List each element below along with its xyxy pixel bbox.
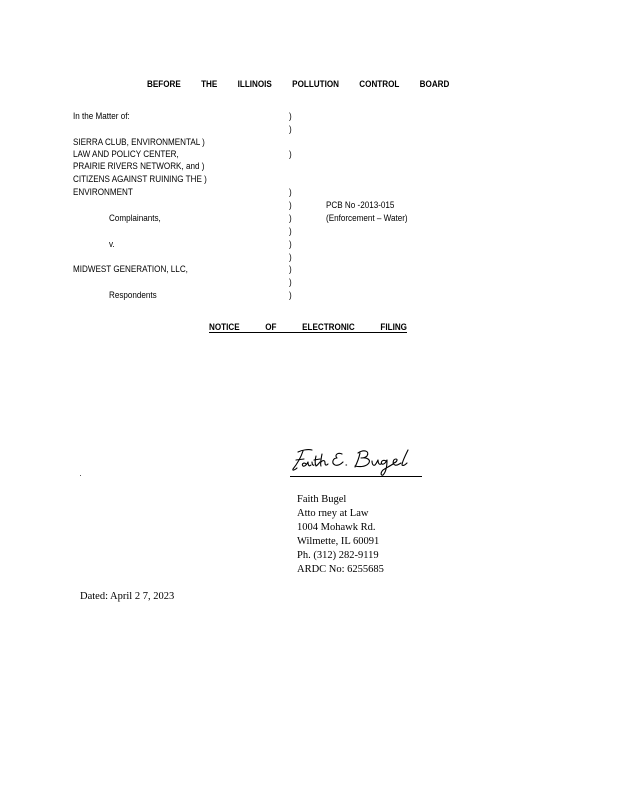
- title-word: ELECTRONIC: [302, 322, 355, 332]
- header-word: CONTROL: [359, 79, 400, 89]
- paren: ): [289, 111, 292, 121]
- paren: ): [289, 252, 292, 262]
- board-header: [147, 79, 449, 89]
- paren: ): [289, 290, 292, 300]
- title-word: FILING: [380, 322, 407, 332]
- paren: ): [289, 239, 292, 249]
- title-word: OF: [265, 322, 277, 332]
- complainants-label: Complainants,: [109, 213, 161, 223]
- case-type: (Enforcement – Water): [326, 213, 408, 223]
- header-word: THE: [201, 79, 218, 89]
- respondents-label: Respondents: [109, 290, 157, 300]
- complainant-line: CITIZENS AGAINST RUINING THE ): [73, 174, 207, 184]
- handwritten-signature: [288, 444, 428, 478]
- attorney-title: Atto rney at Law: [297, 508, 369, 519]
- paren: ): [289, 124, 292, 134]
- complainant-line: ENVIRONMENT: [73, 187, 133, 197]
- paren: ): [289, 277, 292, 287]
- paren: ): [289, 213, 292, 223]
- case-number: PCB No -2013-015: [326, 200, 395, 210]
- complainant-line: LAW AND POLICY CENTER,: [73, 149, 179, 159]
- title-word: NOTICE: [209, 322, 240, 332]
- paren: ): [289, 226, 292, 236]
- notice-title: [209, 322, 407, 333]
- paren: ): [289, 200, 292, 210]
- paren: ): [289, 149, 292, 159]
- header-word: BEFORE: [147, 79, 181, 89]
- attorney-name: Faith Bugel: [297, 494, 347, 505]
- complainant-line: PRAIRIE RIVERS NETWORK, and ): [73, 161, 205, 171]
- header-word: ILLINOIS: [237, 79, 272, 89]
- complainant-line: SIERRA CLUB, ENVIRONMENTAL ): [73, 137, 205, 147]
- dated-line: Dated: April 2 7, 2023: [80, 591, 175, 602]
- address-line-1: 1004 Mohawk Rd.: [297, 522, 376, 533]
- paren: ): [289, 187, 292, 197]
- stray-mark: [80, 475, 81, 476]
- versus-label: v.: [109, 239, 115, 249]
- header-word: POLLUTION: [292, 79, 339, 89]
- signature-line: [290, 476, 422, 477]
- header-word: BOARD: [419, 79, 450, 89]
- respondent-name: MIDWEST GENERATION, LLC,: [73, 264, 188, 274]
- signature-block: [297, 493, 384, 577]
- paren: ): [289, 264, 292, 274]
- phone-number: Ph. (312) 282-9119: [297, 550, 379, 561]
- address-line-2: Wilmette, IL 60091: [297, 536, 380, 547]
- in-the-matter-of: In the Matter of:: [73, 111, 130, 121]
- ardc-number: ARDC No: 6255685: [297, 564, 384, 575]
